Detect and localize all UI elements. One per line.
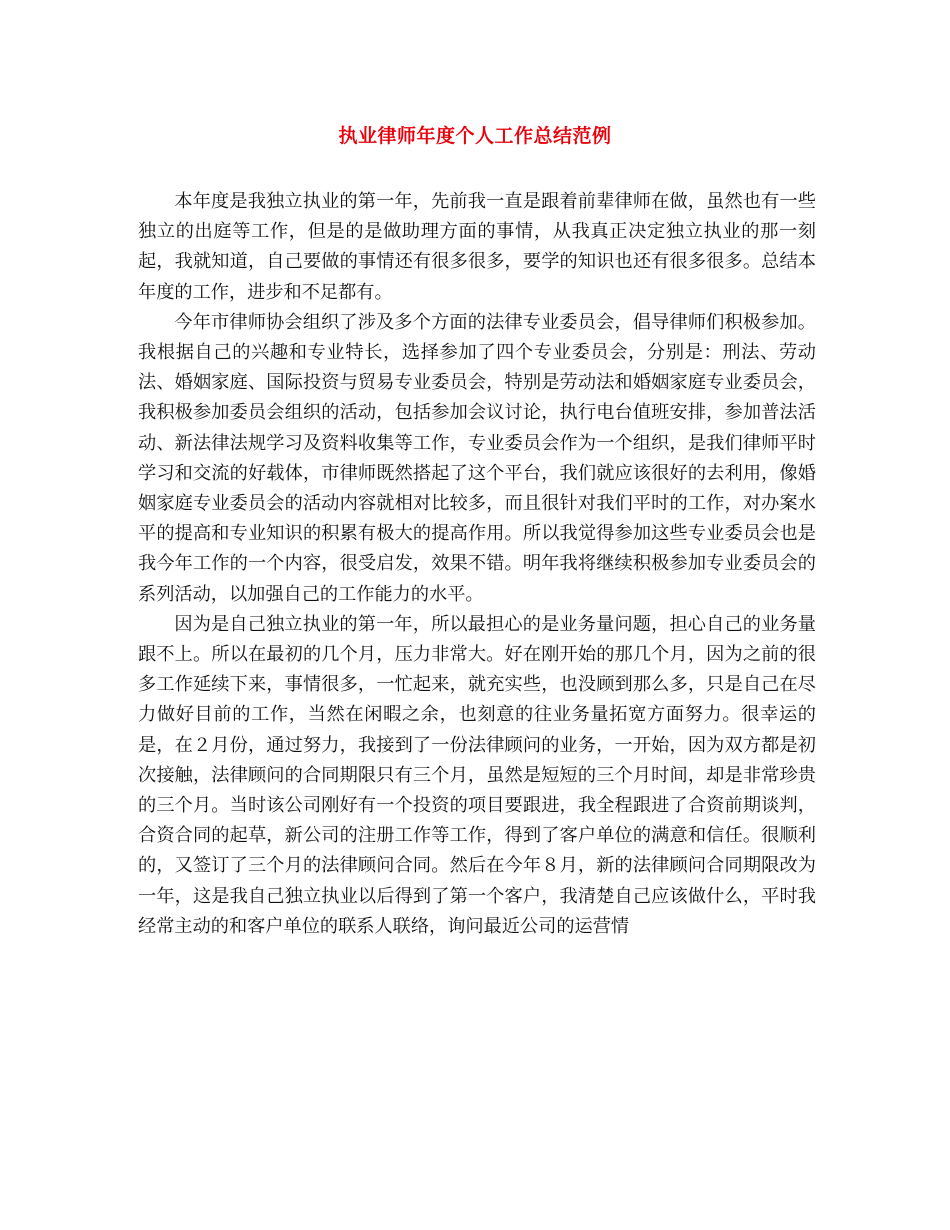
document-title: 执业律师年度个人工作总结范例: [338, 125, 612, 147]
paragraph-2: 今年市律师协会组织了涉及多个方面的法律专业委员会，倡导律师们积极参加。我根据自己的兴趣和专业特长，选择参加了四个专业委员会，分别是：刑法、劳动法、婚姻家庭、国际投资与贸易专业委员会，特别是劳动法和婚姻家庭专业委员会，我积极参加委员会组织的活动，包括参加会议讨论，执行电台值班安排，参加普法活动、新法律法规学习及资料收集等工作，专业委员会作为一个组织，是我们律师平时学习和交流的好载体，市律师既然搭起了这个平台，我们就应该很好的去利用，像婚姻家庭专业委员会的活动内容就相对比较多，而且很针对我们平时的工作，对办案水平的提高和专业知识的积累有极大的提高作用。所以我觉得参加这些专业委员会也是我今年工作的一个内容，很受启发，效果不错。明年我将继续积极参加专业委员会的系列活动，以加强自己的工作能力的水平。: [138, 311, 816, 605]
paragraph-1: 本年度是我独立执业的第一年，先前我一直是跟着前辈律师在做，虽然也有一些独立的出庭等工作，但是的是做助理方面的事情，从我真正决定独立执业的那一刻起，我就知道，自己要做的事情还有很多很多，要学的知识也还有很多很多。总结本年度的工作，进步和不足都有。: [138, 191, 816, 303]
paragraph-3: 因为是自己独立执业的第一年，所以最担心的是业务量问题，担心自己的业务量跟不上。所以在最初的几个月，压力非常大。好在刚开始的那几个月，因为之前的很多工作延续下来，事情很多，一忙起来，就充实些，也没顾到那么多，只是自己在尽力做好目前的工作，当然在闲暇之余，也刻意的往业务量拓宽方面努力。很幸运的是，在２月份，通过努力，我接到了一份法律顾问的业务，一开始，因为双方都是初次接触，法律顾问的合同期限只有三个月，虽然是短短的三个月时间，却是非常珍贵的三个月。当时该公司刚好有一个投资的项目要跟进，我全程跟进了合资前期谈判，合资合同的起草，新公司的注册工作等工作，得到了客户单位的满意和信任。很顺利的，又签订了三个月的法律顾问合同。然后在今年８月，新的法律顾问合同期限改为一年，这是我自己独立执业以后得到了第一个客户，我清楚自己应该做什么，平时我经常主动的和客户单位的联系人联络，询问最近公司的运营情: [138, 613, 816, 937]
document-body: [138, 187, 816, 942]
